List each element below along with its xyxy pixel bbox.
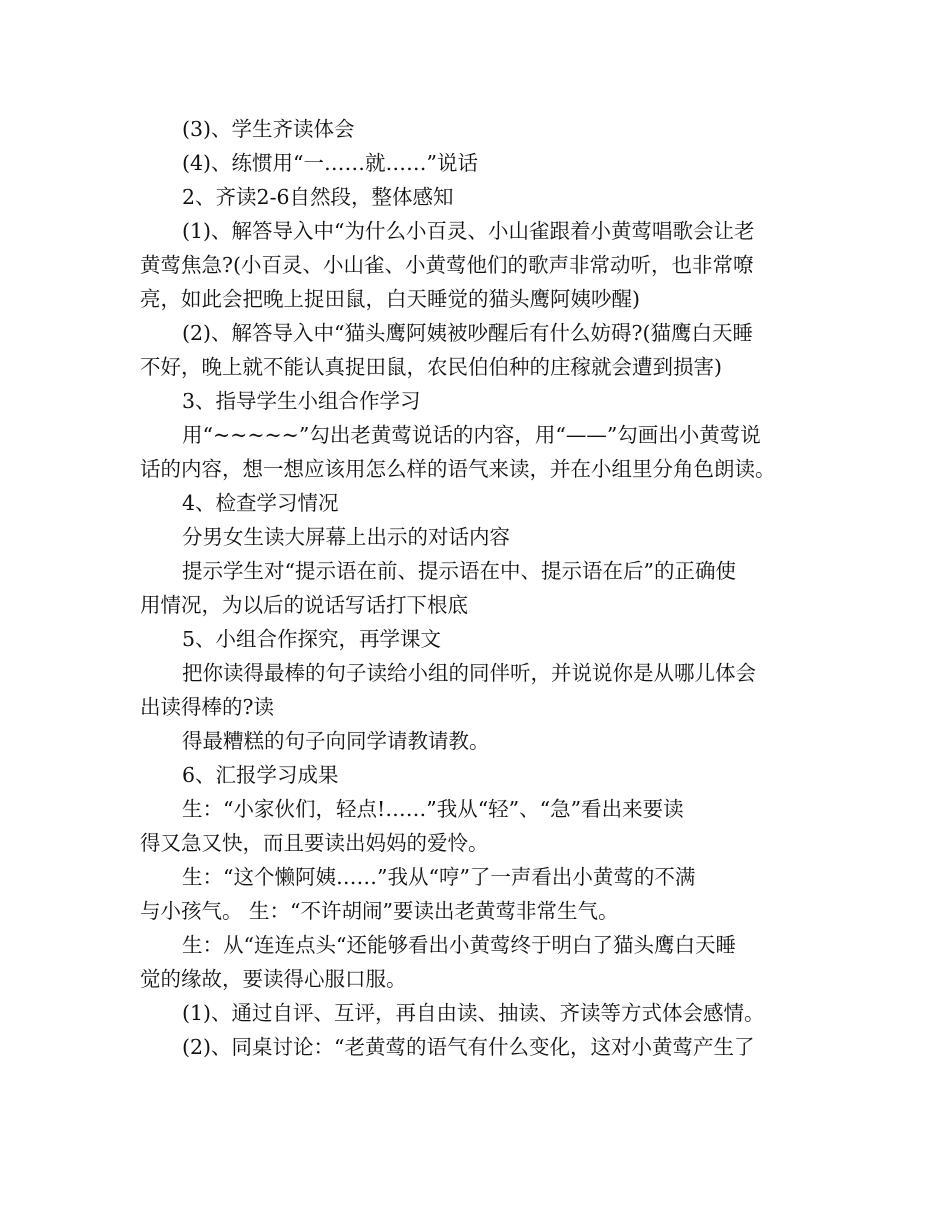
text-line: (2)、同桌讨论：“老黄莺的语气有什么变化，这对小黄莺产生了 [182,1035,755,1059]
text-line: 6、汇报学习成果 [182,763,339,787]
text-line: 黄莺焦急?(小百灵、小山雀、小黄莺他们的歌声非常动听，也非常嘹 [140,253,754,277]
text-line: (1)、解答导入中“为什么小百灵、小山雀跟着小黄莺唱歌会让老 [182,219,755,243]
text-line: 分男女生读大屏幕上出示的对话内容 [182,525,510,549]
text-line: 不好，晚上就不能认真捉田鼠，农民伯伯种的庄稼就会遭到损害) [140,355,722,379]
text-line: 4、检查学习情况 [182,491,339,515]
text-line: 话的内容，想一想应该用怎么样的语气来读，并在小组里分角色朗读。 [140,457,776,481]
text-line: 与小孩气。 生：“不许胡闹”要读出老黄莺非常生气。 [140,899,619,923]
text-line: 觉的缘故，要读得心服口服。 [140,967,407,991]
text-line: 生：“这个懒阿姨……”我从“哼”了一声看出小黄莺的不满 [182,865,696,889]
text-line: 用“~~~~~”勾出老黄莺说话的内容，用“——”勾画出小黄莺说 [182,423,761,447]
text-line: (4)、练惯用“一……就……”说话 [182,151,478,175]
text-line: 得又急又快，而且要读出妈妈的爱怜。 [140,831,489,855]
document-body [140,112,810,1064]
text-line: 生：从“连连点头“还能够看出小黄莺终于明白了猫头鹰白天睡 [182,933,736,957]
text-line: 3、指导学生小组合作学习 [182,389,421,413]
text-line: 得最糟糕的句子向同学请教请教。 [182,729,490,753]
text-line: 提示学生对“提示语在前、提示语在中、提示语在后”的正确使 [182,559,736,583]
text-line: 用情况，为以后的说话写话打下根底 [140,593,468,617]
text-line: 生：“小家伙们，轻点!……”我从“轻”、“急”看出来要读 [182,797,684,821]
text-line: 出读得棒的?读 [140,695,274,719]
text-line: (1)、通过自评、互评，再自由读、抽读、齐读等方式体会感情。 [182,1001,765,1025]
text-line: (2)、解答导入中“猫头鹰阿姨被吵醒后有什么妨碍?(猫鹰白天睡 [182,321,754,345]
text-line: (3)、学生齐读体会 [182,117,355,141]
text-line: 把你读得最棒的句子读给小组的同伴听，并说说你是从哪儿体会 [182,661,756,685]
text-line: 亮，如此会把晚上捉田鼠，白天睡觉的猫头鹰阿姨吵醒) [140,287,640,311]
text-line: 5、小组合作探究，再学课文 [182,627,442,651]
text-line: 2、齐读2-6自然段，整体感知 [182,185,454,209]
